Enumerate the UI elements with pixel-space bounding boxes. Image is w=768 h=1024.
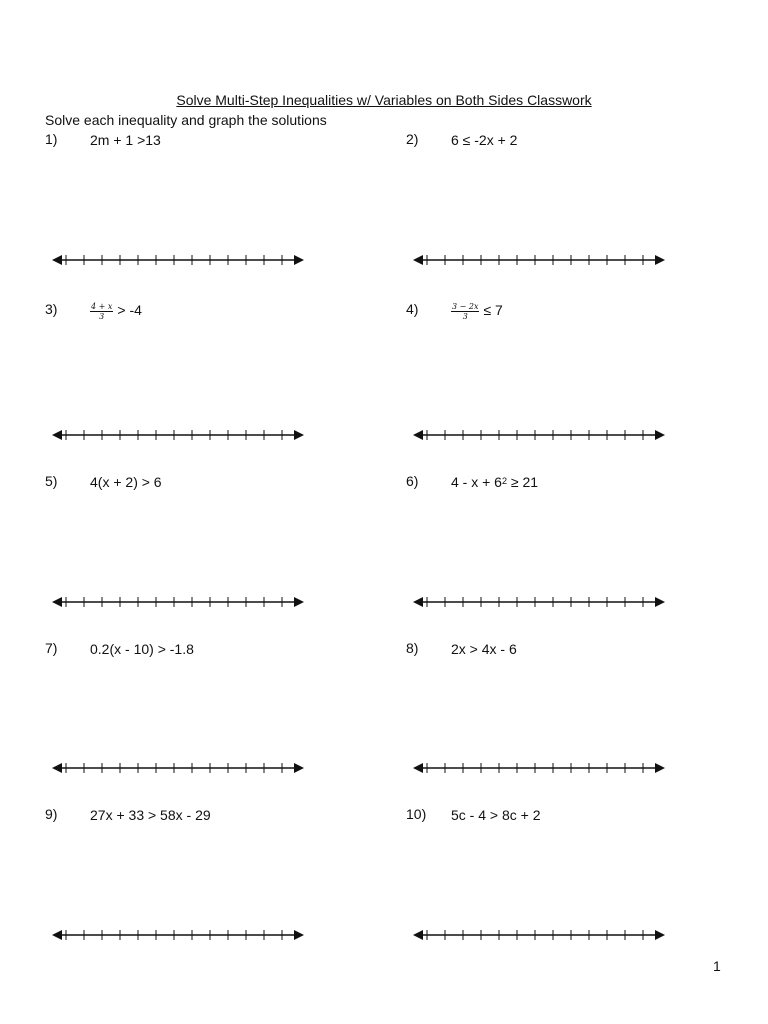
right-arrow-icon bbox=[655, 763, 665, 773]
problem-number: 10) bbox=[406, 806, 427, 822]
left-arrow-icon bbox=[52, 430, 62, 440]
problem-3 bbox=[45, 301, 345, 321]
problem-2 bbox=[406, 131, 706, 151]
problem-7 bbox=[45, 640, 345, 660]
worksheet-instructions: Solve each inequality and graph the solutions bbox=[45, 112, 327, 128]
number-line-2[interactable] bbox=[413, 253, 665, 267]
problem-number: 5) bbox=[45, 473, 58, 489]
left-arrow-icon bbox=[413, 430, 423, 440]
problem-8 bbox=[406, 640, 706, 660]
problem-expression: 4(x + 2) > 6 bbox=[90, 474, 162, 490]
problem-10 bbox=[406, 806, 706, 826]
number-line-4[interactable] bbox=[413, 428, 665, 442]
problem-expression: 27x + 33 > 58x - 29 bbox=[90, 807, 211, 823]
left-arrow-icon bbox=[52, 597, 62, 607]
problem-9 bbox=[45, 806, 345, 826]
problem-number: 7) bbox=[45, 640, 58, 656]
problem-number: 6) bbox=[406, 473, 419, 489]
problem-expression: 2m + 1 >13 bbox=[90, 132, 161, 148]
problem-number: 9) bbox=[45, 806, 58, 822]
left-arrow-icon bbox=[413, 763, 423, 773]
problem-number: 1) bbox=[45, 131, 58, 147]
problem-expression: 4 - x + 6 $^2$ ≥ 21 bbox=[451, 474, 539, 490]
problem-expression: 2x > 4x - 6 bbox=[451, 641, 517, 657]
number-line-9[interactable] bbox=[52, 928, 304, 942]
right-arrow-icon bbox=[655, 930, 665, 940]
problem-number: 3) bbox=[45, 301, 58, 317]
page-number: 1 bbox=[713, 958, 721, 974]
problem-number: 8) bbox=[406, 640, 419, 656]
fraction-numerator: 3 − 2x bbox=[452, 301, 479, 311]
left-arrow-icon bbox=[52, 763, 62, 773]
inequality-rest: > -4 bbox=[117, 302, 142, 318]
number-line-1[interactable] bbox=[52, 253, 304, 267]
right-arrow-icon bbox=[655, 255, 665, 265]
problem-number: 2) bbox=[406, 131, 419, 147]
left-arrow-icon bbox=[413, 255, 423, 265]
problem-expression: 6 ≤ -2x + 2 bbox=[451, 132, 518, 148]
right-arrow-icon bbox=[294, 763, 304, 773]
left-arrow-icon bbox=[52, 930, 62, 940]
right-arrow-icon bbox=[294, 255, 304, 265]
problem-expression bbox=[451, 301, 503, 319]
number-line-10[interactable] bbox=[413, 928, 665, 942]
number-line-6[interactable] bbox=[413, 595, 665, 609]
fraction-numerator: 4 + x bbox=[91, 301, 113, 311]
left-arrow-icon bbox=[413, 597, 423, 607]
right-arrow-icon bbox=[655, 597, 665, 607]
left-arrow-icon bbox=[413, 930, 423, 940]
right-arrow-icon bbox=[294, 930, 304, 940]
problem-expression: 5c - 4 > 8c + 2 bbox=[451, 807, 541, 823]
right-arrow-icon bbox=[655, 430, 665, 440]
problem-expression: 0.2(x - 10) > -1.8 bbox=[90, 641, 194, 657]
right-arrow-icon bbox=[294, 430, 304, 440]
expression-tail: ≥ 21 bbox=[506, 474, 539, 490]
problem-4 bbox=[406, 301, 706, 321]
problem-6 bbox=[406, 473, 706, 493]
inequality-rest: ≤ 7 bbox=[483, 302, 503, 318]
problem-expression bbox=[90, 301, 142, 319]
number-line-3[interactable] bbox=[52, 428, 304, 442]
worksheet-title: Solve Multi-Step Inequalities w/ Variables on Both Sides Classwork bbox=[176, 92, 592, 108]
fraction-denominator: 3 bbox=[99, 311, 105, 321]
expression-base: 4 - x + 6 bbox=[451, 474, 502, 490]
right-arrow-icon bbox=[294, 597, 304, 607]
fraction-denominator: 3 bbox=[462, 311, 468, 321]
number-line-5[interactable] bbox=[52, 595, 304, 609]
problem-5 bbox=[45, 473, 345, 493]
problem-1 bbox=[45, 131, 345, 151]
problem-number: 4) bbox=[406, 301, 419, 317]
fraction bbox=[451, 302, 479, 321]
number-line-8[interactable] bbox=[413, 761, 665, 775]
left-arrow-icon bbox=[52, 255, 62, 265]
fraction bbox=[90, 302, 113, 321]
number-line-7[interactable] bbox=[52, 761, 304, 775]
